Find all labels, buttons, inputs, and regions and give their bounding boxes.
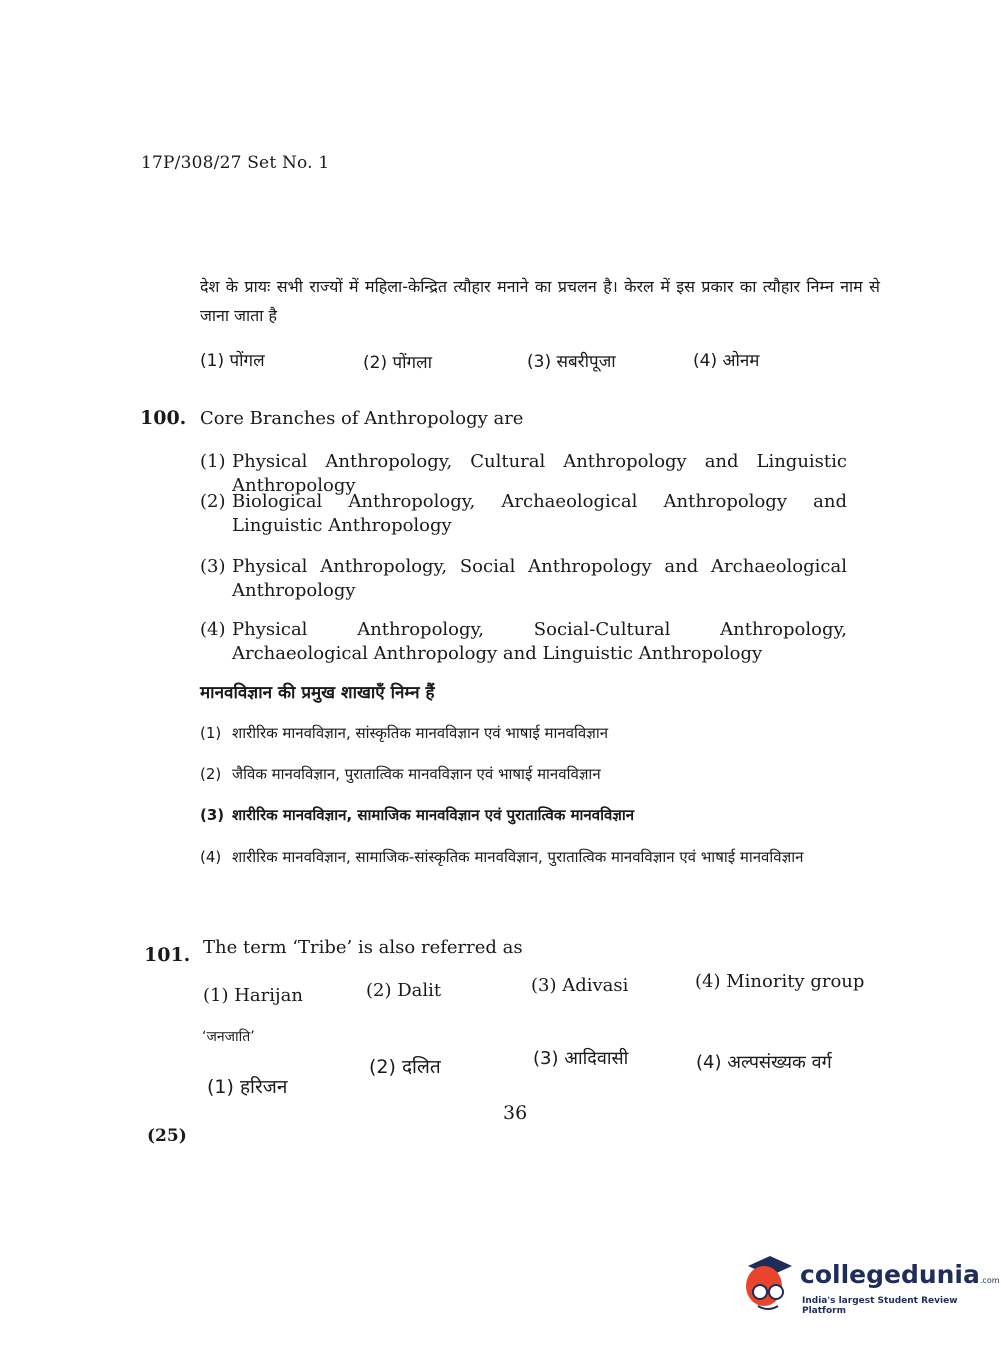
- option-text: Physical Anthropology, Cultural Anthropology and Linguistic Anthropology: [232, 451, 847, 496]
- q101-hindi-option-1: (1) हरिजन: [207, 1076, 288, 1098]
- q100-option-3: [200, 555, 850, 603]
- option-text: शारीरिक मानवविज्ञान, सांस्कृतिक मानवविज्ञान एवं भाषाई मानवविज्ञान: [232, 724, 609, 742]
- logo-name: collegedunia: [800, 1260, 980, 1289]
- q100-option-4: [200, 618, 850, 666]
- option-text: शारीरिक मानवविज्ञान, सामाजिक मानवविज्ञान एवं पुरातात्विक मानवविज्ञान: [232, 806, 635, 824]
- q100-hindi-option-2: [200, 759, 880, 789]
- paper-code: 17P/308/27 Set No. 1: [141, 153, 330, 173]
- q101-hindi-option-2: (2) दलित: [369, 1056, 441, 1078]
- option-number: (1): [200, 451, 226, 472]
- collegedunia-mascot-icon: [742, 1248, 798, 1318]
- collegedunia-logo-text[interactable]: [800, 1260, 1000, 1289]
- q101-option-1: (1) Harijan: [203, 985, 303, 1006]
- q100-option-2: [200, 490, 850, 538]
- option-text: Biological Anthropology, Archaeological Anthropology and Linguistic Anthropology: [232, 491, 847, 536]
- question-100-text: Core Branches of Anthropology are: [200, 408, 524, 429]
- logo-tagline: India's largest Student Review Platform: [802, 1296, 958, 1316]
- prev-option-2: (2) पोंगला: [363, 353, 433, 373]
- prev-option-3: (3) सबरीपूजा: [527, 352, 616, 372]
- option-text: शारीरिक मानवविज्ञान, सामाजिक-सांस्कृतिक मानवविज्ञान, पुरातात्विक मानवविज्ञान एवं भाषाई मानवविज्ञान: [232, 848, 804, 866]
- option-number: (2): [200, 491, 226, 512]
- question-100-number: 100.: [140, 407, 187, 429]
- q101-hindi-option-4: (4) अल्पसंख्यक वर्ग: [696, 1052, 832, 1073]
- q101-option-4: (4) Minority group: [695, 971, 865, 992]
- q101-option-3: (3) Adivasi: [531, 975, 629, 996]
- option-text: Physical Anthropology, Social-Cultural Anthropology, Archaeological Anthropology and Linguistic Anthropology: [232, 619, 847, 664]
- question-101-number: 101.: [144, 944, 191, 966]
- option-text: Physical Anthropology, Social Anthropology and Archaeological Anthropology: [232, 556, 847, 601]
- option-number: (3): [200, 556, 226, 577]
- option-number: (4): [200, 619, 226, 640]
- q101-option-2: (2) Dalit: [366, 980, 442, 1001]
- page-number: 36: [503, 1102, 528, 1124]
- option-number: (1): [200, 724, 222, 742]
- prev-option-1: (1) पोंगल: [200, 351, 265, 371]
- q101-hindi-option-3: (3) आदिवासी: [533, 1048, 629, 1069]
- question-101-text: The term ‘Tribe’ is also referred as: [203, 937, 523, 958]
- option-text: जैविक मानवविज्ञान, पुरातात्विक मानवविज्ञान एवं भाषाई मानवविज्ञान: [232, 765, 601, 783]
- q100-hindi-option-3: [200, 800, 880, 830]
- logo-suffix: .com: [979, 1276, 1000, 1285]
- prev-question-text: देश के प्रायः सभी राज्यों में महिला-केन्द्रित त्यौहार मनाने का प्रचलन है। केरल में इस प्रकार का त्यौहार निम्न नाम से जाना जाता है: [200, 277, 880, 325]
- prev-option-4: (4) ओनम: [693, 351, 760, 371]
- option-number: (3): [200, 806, 225, 824]
- q101-hindi-text: ‘जनजाति’: [202, 1029, 255, 1045]
- q100-hindi-option-1: [200, 718, 880, 748]
- footer-code: (25): [147, 1126, 187, 1146]
- option-number: (2): [200, 765, 222, 783]
- q100-hindi-option-4: [200, 842, 880, 872]
- option-number: (4): [200, 848, 222, 866]
- q100-hindi-text: मानवविज्ञान की प्रमुख शाखाएँ निम्न हैं: [200, 683, 435, 703]
